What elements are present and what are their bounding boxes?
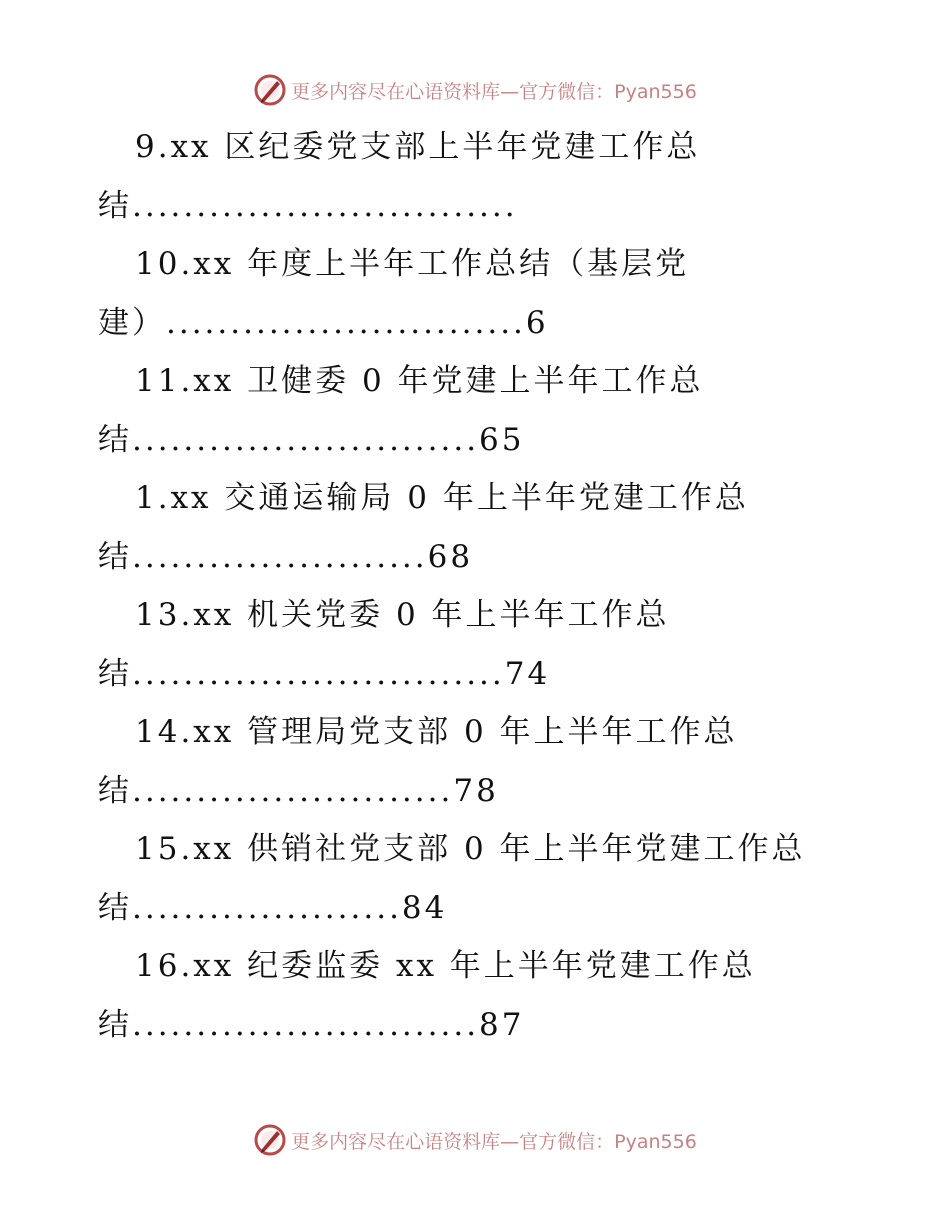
toc-entry-leader[interactable]: 结.....................84: [98, 889, 448, 926]
toc-entry-leader[interactable]: 结...........................65: [98, 421, 525, 458]
toc-entry-leader[interactable]: 结.............................74: [98, 655, 551, 692]
toc-entry-title[interactable]: 15.xx 供销社党支部 0 年上半年党建工作总: [135, 831, 806, 867]
toc-entry-leader[interactable]: 结.........................78: [98, 772, 499, 809]
toc-entry-title[interactable]: 13.xx 机关党委 0 年上半年工作总: [135, 597, 670, 633]
toc-entry-title[interactable]: 9.xx 区纪委党支部上半年党建工作总: [135, 129, 701, 165]
toc-entry-title[interactable]: 11.xx 卫健委 0 年党建上半年工作总: [135, 363, 704, 399]
header-banner: [0, 70, 950, 110]
banner-text: 更多内容尽在心语资料库—官方微信：Pyan556: [291, 1130, 697, 1153]
footer-banner: [0, 1120, 950, 1160]
toc-entry-title[interactable]: 16.xx 纪委监委 xx 年上半年党建工作总: [135, 948, 756, 984]
toc-entry-leader[interactable]: 结...........................87: [98, 1006, 525, 1043]
toc-entry-title[interactable]: 10.xx 年度上半年工作总结（基层党: [135, 246, 690, 282]
toc-entry-leader[interactable]: 建）............................6: [98, 304, 549, 341]
pen-logo-icon: [253, 73, 287, 107]
toc-entry-title[interactable]: 14.xx 管理局党支部 0 年上半年工作总: [135, 714, 738, 750]
banner-text: 更多内容尽在心语资料库—官方微信：Pyan556: [291, 80, 697, 103]
toc-entry-leader[interactable]: 结..............................: [98, 187, 518, 224]
toc-entry-title[interactable]: 1.xx 交通运输局 0 年上半年党建工作总: [135, 480, 749, 516]
table-of-contents: [0, 118, 950, 1054]
pen-logo-icon: [253, 1123, 287, 1157]
toc-entry-leader[interactable]: 结.......................68: [98, 538, 474, 575]
